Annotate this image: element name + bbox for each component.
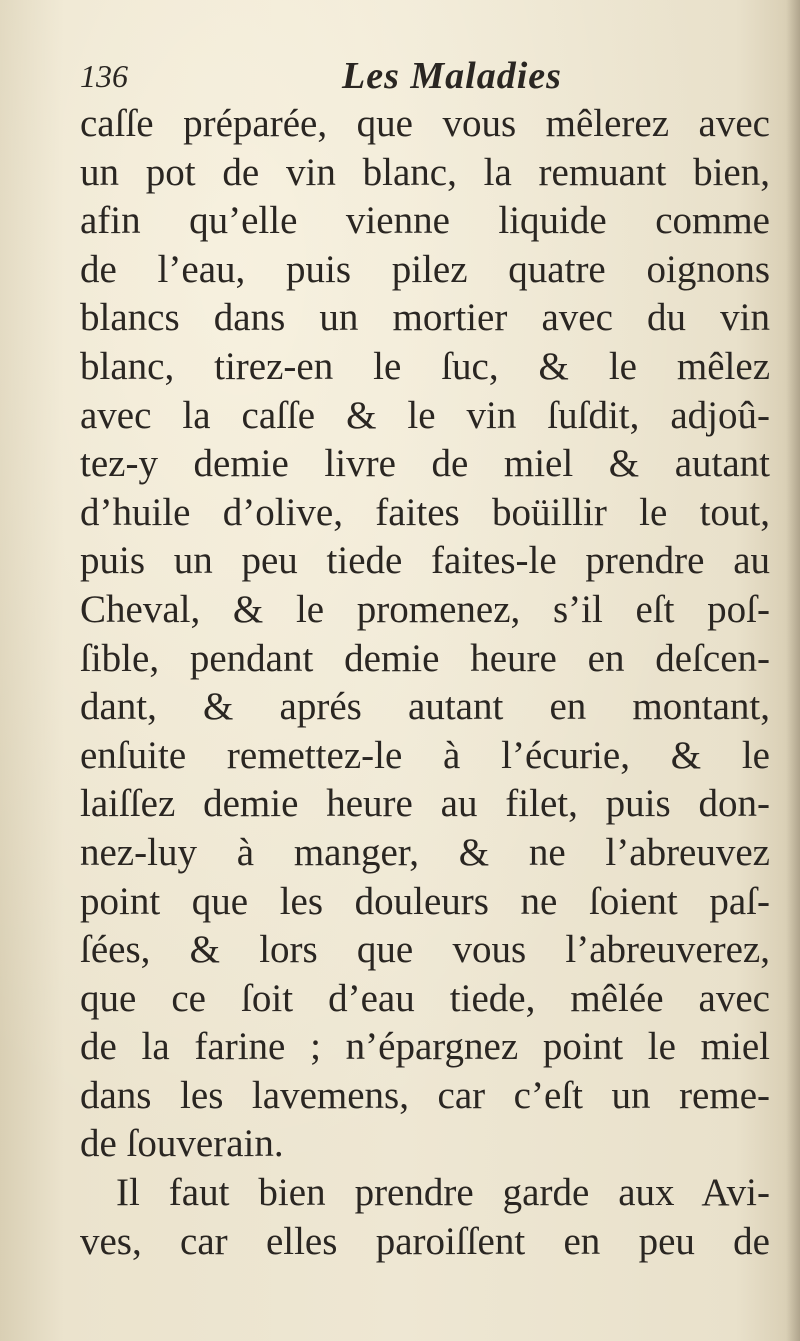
text-line: nez-luy à manger, & ne l’abreuvez: [80, 830, 770, 874]
text-line: point que les douleurs ne ſoient paſ-: [80, 879, 770, 923]
text-line: ves, car elles paroiſſent en peu de: [80, 1219, 770, 1263]
text-line: avec la caſſe & le vin ſuſdit, adjoû-: [80, 393, 770, 437]
text-line: tez-y demie livre de miel & autant: [80, 442, 770, 486]
running-title: Les Maladies: [342, 55, 562, 97]
text-line: puis un peu tiede faites-le prendre au: [80, 539, 770, 583]
text-line: afin qu’elle vienne liquide comme: [80, 199, 770, 243]
text-line: ſible, pendant demie heure en deſcen-: [80, 636, 770, 680]
text-line: dant, & aprés autant en montant,: [80, 685, 770, 729]
text-line: de la farine ; n’épargnez point le miel: [80, 1025, 770, 1069]
text-line: d’huile d’olive, faites boüillir le tout,: [80, 490, 770, 534]
text-line: de l’eau, puis pilez quatre oignons: [80, 247, 770, 291]
text-line: que ce ſoit d’eau tiede, mêlée avec: [80, 976, 770, 1020]
paragraph-first-line: Il faut bien prendre garde aux Avi-: [116, 1171, 770, 1215]
text-line: Cheval, & le promenez, s’il eſt poſ-: [80, 587, 770, 631]
page-edge-shadow: [786, 0, 800, 1341]
text-line: un pot de vin blanc, la remuant bien,: [80, 150, 770, 194]
text-line: blanc, tirez-en le ſuc, & le mêlez: [80, 344, 770, 388]
text-line: ſées, & lors que vous l’abreuverez,: [80, 928, 770, 972]
page-number: 136: [80, 58, 128, 94]
text-line: caſſe préparée, que vous mêlerez avec: [80, 102, 770, 145]
text-line: de ſouverain.: [80, 1122, 284, 1166]
text-line: laiſſez demie heure au filet, puis don-: [80, 782, 770, 826]
text-line: dans les lavemens, car c’eſt un reme-: [80, 1073, 770, 1117]
text-line: blancs dans un mortier avec du vin: [80, 296, 770, 340]
body-text: [80, 100, 770, 1266]
text-line: enſuite remettez-le à l’écurie, & le: [80, 733, 770, 777]
page-header: [80, 52, 770, 102]
